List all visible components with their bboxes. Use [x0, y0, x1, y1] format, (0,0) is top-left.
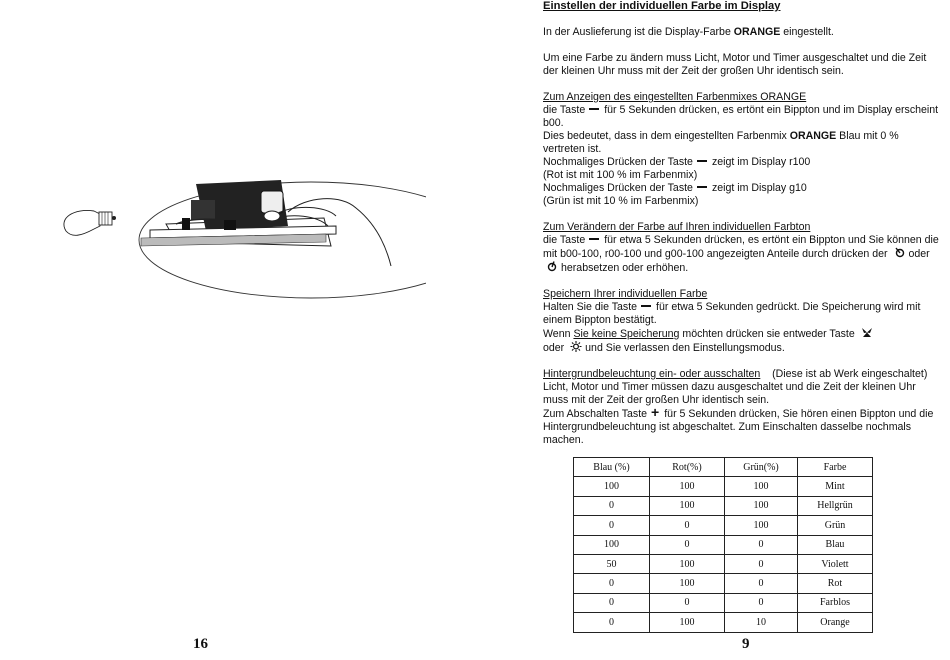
table-cell: Farblos	[798, 593, 873, 612]
section-heading-change: Zum Verändern der Farbe auf Ihren individuellen Farbton	[543, 221, 811, 233]
table-cell: Mint	[798, 477, 873, 496]
table-cell: 100	[650, 477, 725, 496]
minus-key-icon	[589, 238, 599, 240]
table-cell: Hellgrün	[798, 496, 873, 515]
table-row	[574, 593, 873, 612]
table-header: Grün(%)	[725, 458, 798, 477]
table-cell: 0	[574, 574, 650, 593]
minus-key-icon	[641, 305, 651, 307]
table-cell: 0	[650, 593, 725, 612]
show-line-1: die Taste für 5 Sekunden drücken, es ertönt ein Bippton und im Display erscheint b00.	[543, 104, 939, 129]
table-cell: 0	[725, 574, 798, 593]
save-line-3: oder und Sie verlassen den Einstellungsmodus.	[543, 342, 785, 354]
change-paragraph: die Taste für etwa 5 Sekunden drücken, es ertönt ein Bippton und Sie können die mit b00-100, r00-100 und g00-100 angezeigten Anteile durch drücken der oder herabsetzen oder erhöhen.	[543, 234, 939, 274]
show-line-5: Nochmaliges Drücken der Taste zeigt im Display g10	[543, 182, 807, 194]
table-cell: 0	[574, 496, 650, 515]
table-cell: Violett	[798, 554, 873, 573]
intro-paragraph-1: In der Auslieferung ist die Display-Farbe ORANGE eingestellt.	[543, 26, 834, 38]
table-cell: 100	[725, 516, 798, 535]
table-cell: 0	[574, 516, 650, 535]
table-cell: Blau	[798, 535, 873, 554]
timer-up-icon	[546, 261, 558, 272]
table-row	[574, 613, 873, 632]
timer-down-icon	[894, 247, 906, 258]
table-cell: 100	[725, 477, 798, 496]
table-row	[574, 554, 873, 573]
table-row	[574, 516, 873, 535]
table-cell: 100	[650, 554, 725, 573]
save-line-1: Halten Sie die Taste für etwa 5 Sekunden gedrückt. Die Speicherung wird mit einem Bippton bestätigt.	[543, 301, 921, 326]
table-cell: 50	[574, 554, 650, 573]
table-row	[574, 477, 873, 496]
table-cell: 10	[725, 613, 798, 632]
backlight-line-1: Licht, Motor und Timer müssen dazu ausgeschaltet und die Zeit der kleinen Uhr muss mit der Zeit der großen Uhr identisch sein.	[543, 381, 916, 406]
table-cell: 100	[574, 535, 650, 554]
table-header: Blau (%)	[574, 458, 650, 477]
backlight-line-2: Zum Abschalten Taste + für 5 Sekunden drücken, Sie hören einen Bippton und die Hintergrundbeleuchtung ist abgeschaltet. Zum Einschalten dasselbe nochmals machen.	[543, 404, 934, 446]
minus-key-icon	[589, 108, 599, 110]
section-heading-show: Zum Anzeigen des eingestellten Farbenmixes ORANGE	[543, 91, 807, 103]
table-cell: Grün	[798, 516, 873, 535]
table-cell: 0	[725, 554, 798, 573]
instruction-text	[543, 0, 941, 447]
bulb-icon	[64, 210, 116, 235]
minus-key-icon	[697, 160, 707, 162]
light-icon	[570, 341, 582, 352]
minus-key-icon	[697, 186, 707, 188]
section-heading-backlight: Hintergrundbeleuchtung ein- oder ausschalten (Diese ist ab Werk eingeschaltet)	[543, 368, 928, 380]
section-heading-save: Speichern Ihrer individuellen Farbe	[543, 288, 708, 300]
plus-key-icon: +	[651, 404, 660, 420]
table-cell: 0	[725, 535, 798, 554]
show-line-2: Dies bedeutet, dass in dem eingestellten Farbenmix ORANGE Blau mit 0 % vertreten ist.	[543, 130, 899, 155]
table-row	[574, 535, 873, 554]
lamp-illustration	[56, 176, 426, 304]
left-page	[0, 0, 470, 660]
page-title: Einstellen der individuellen Farbe im Display	[543, 0, 781, 12]
table-cell: 0	[574, 593, 650, 612]
table-cell: 100	[650, 496, 725, 515]
intro-paragraph-2: Um eine Farbe zu ändern muss Licht, Motor und Timer ausgeschaltet und die Zeit der kleinen Uhr muss mit der Zeit der großen Uhr identisch sein.	[543, 52, 927, 77]
show-line-4: (Rot ist mit 100 % im Farbenmix)	[543, 169, 698, 181]
table-cell: 100	[574, 477, 650, 496]
table-cell: 100	[650, 574, 725, 593]
table-cell: 0	[650, 535, 725, 554]
table-cell: 0	[574, 613, 650, 632]
table-header: Farbe	[798, 458, 873, 477]
table-cell: 100	[725, 496, 798, 515]
page-number-left: 16	[193, 636, 208, 652]
table-header-row	[574, 458, 873, 477]
show-line-6: (Grün ist mit 10 % im Farbenmix)	[543, 195, 699, 207]
show-line-3: Nochmaliges Drücken der Taste zeigt im Display r100	[543, 156, 811, 168]
right-page	[470, 0, 950, 660]
page-number-right: 9	[742, 636, 750, 652]
save-line-2: Wenn Sie keine Speicherung möchten drücken sie entweder Taste	[543, 327, 941, 341]
table-row	[574, 496, 873, 515]
table-cell: 0	[725, 593, 798, 612]
table-cell: Rot	[798, 574, 873, 593]
table-cell: Orange	[798, 613, 873, 632]
table-header: Rot(%)	[650, 458, 725, 477]
table-cell: 0	[650, 516, 725, 535]
fan-icon	[861, 327, 873, 338]
table-cell: 100	[650, 613, 725, 632]
color-mix-table	[573, 457, 873, 633]
table-row	[574, 574, 873, 593]
